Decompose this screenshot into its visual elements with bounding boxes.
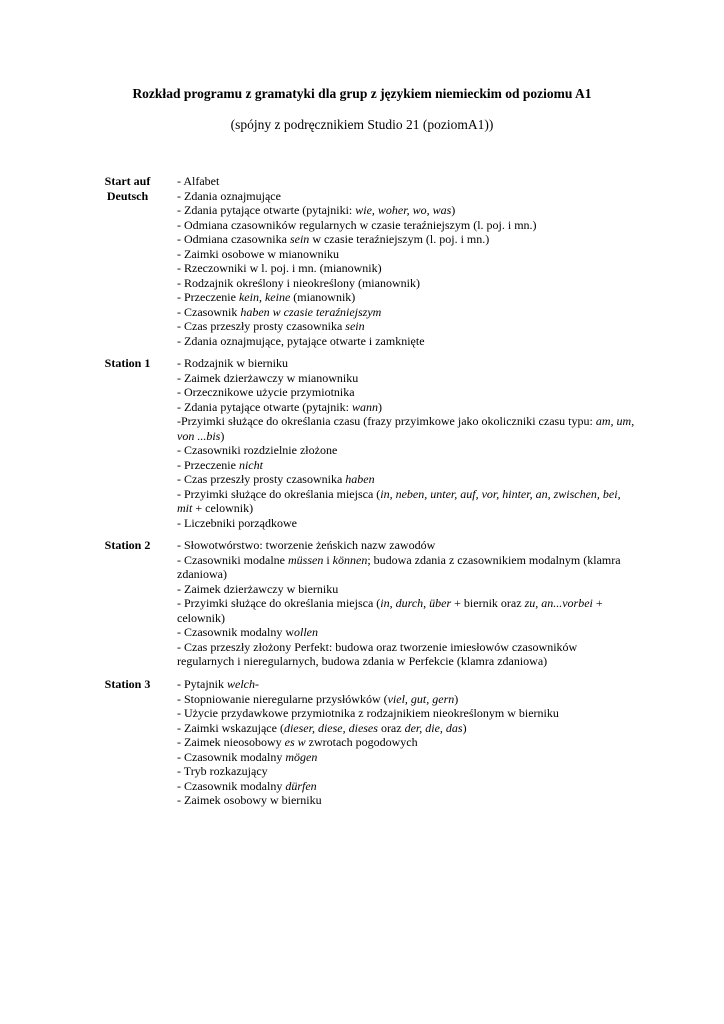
section-items (177, 174, 637, 348)
list-item: -Przyimki służące do określania czasu (frazy przyimkowe jako okoliczniki czasu typu: am, um, von ...bis) (177, 414, 635, 443)
section-items (177, 356, 637, 530)
list-item: - Czas przeszły prosty czasownika haben (177, 472, 375, 486)
section-label: Station 2 (104, 538, 151, 552)
list-item: - Alfabet (177, 174, 220, 188)
list-item: - Zaimki wskazujące (dieser, diese, dieses oraz der, die, das) (177, 720, 467, 735)
list-item: - Czas przeszły prosty czasownika sein (177, 319, 365, 333)
list-item: - Zaimek nieosobowy es w zwrotach pogodowych (177, 735, 418, 749)
document-title: Rozkład programu z gramatyki dla grup z językiem niemieckim od poziomu A1 (132, 86, 592, 101)
list-item: - Zdania oznajmujące, pytające otwarte i zamknięte (177, 333, 425, 348)
list-item: - Odmiana czasowników regularnych w czasie teraźniejszym (l. poj. i mn.) (177, 217, 537, 232)
list-item: - Liczebniki porządkowe (177, 515, 297, 530)
list-item: - Zdania oznajmujące (177, 188, 281, 203)
list-item: - Tryb rozkazujący (177, 764, 268, 778)
list-item: - Zdania pytające otwarte (pytajniki: wie, woher, wo, was) (177, 203, 456, 217)
list-item: - Orzecznikowe użycie przymiotnika (177, 385, 355, 399)
list-item: - Pytajnik welch- (177, 677, 259, 691)
list-item: - Stopniowanie nieregularne przysłówków (viel, gut, gern) (177, 691, 459, 706)
list-item: - Czasowniki modalne müssen i können; budowa zdania z czasownikiem modalnym (klamra zdaniowa) (177, 552, 621, 581)
list-item: - Zaimki osobowe w mianowniku (177, 246, 339, 261)
list-item: - Czasownik modalny dürfen (177, 778, 317, 793)
list-item: - Przeczenie kein, keine (mianownik) (177, 290, 356, 304)
list-item: - Zaimek osobowy w bierniku (177, 793, 322, 807)
list-item: - Słowotwórstwo: tworzenie żeńskich nazw zawodów (177, 538, 436, 552)
list-item: - Czasowniki rozdzielnie złożone (177, 443, 338, 457)
list-item: - Czasownik haben w czasie teraźniejszym (177, 304, 382, 319)
list-item: - Rodzajnik określony i nieokreślony (mianownik) (177, 275, 420, 290)
list-item: - Odmiana czasownika sein w czasie teraźniejszym (l. poj. i mn.) (177, 232, 490, 246)
list-item: - Rodzajnik w bierniku (177, 356, 288, 370)
list-item: - Przyimki służące do określania miejsca (in, durch, über + biernik oraz zu, an...vorbei + celownik) (177, 596, 603, 625)
list-item: - Zdania pytające otwarte (pytajnik: wann) (177, 399, 382, 414)
list-item: - Czasownik modalny mögen (177, 749, 318, 764)
list-item: - Przyimki służące do określania miejsca (in, neben, unter, auf, vor, hinter, an, zwischen, bei, mit + celownik) (177, 486, 621, 515)
list-item: - Zaimek dzierżawczy w bierniku (177, 581, 339, 596)
section-label: Station 1 (104, 356, 151, 370)
list-item: - Czasownik modalny wollen (177, 625, 318, 639)
list-item: - Zaimek dzierżawczy w mianowniku (177, 370, 359, 385)
document-subtitle: (spójny z podręcznikiem Studio 21 (poziomA1)) (230, 117, 494, 132)
section-items (177, 677, 637, 808)
section-label: Start auf Deutsch (104, 174, 151, 203)
list-item: - Czas przeszły złożony Perfekt: budowa oraz tworzenie imiesłowów czasowników regularnych i nieregularnych, budowa zdania w Perfekcie (klamra zdaniowa) (177, 639, 578, 668)
section-label: Station 3 (104, 677, 151, 691)
list-item: - Użycie przydawkowe przymiotnika z rodzajnikiem nieokreślonym w bierniku (177, 706, 559, 720)
section-items (177, 538, 637, 669)
list-item: - Rzeczowniki w l. poj. i mn. (mianownik) (177, 261, 382, 275)
list-item: - Przeczenie nicht (177, 457, 263, 472)
